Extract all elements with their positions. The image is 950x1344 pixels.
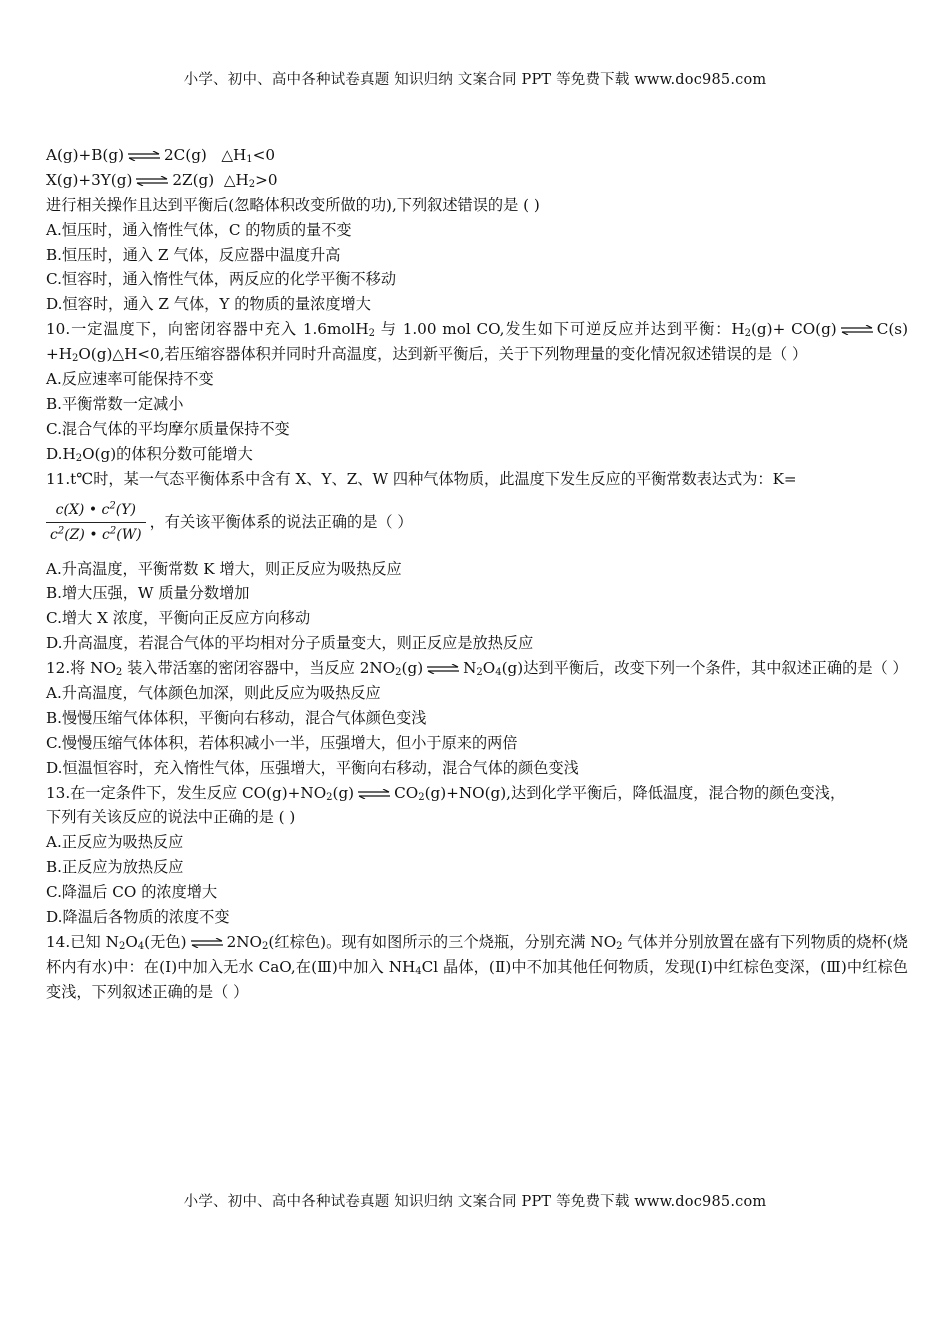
q14-sub-5: 2 [616, 940, 623, 952]
q12-sub-5: 4 [495, 667, 502, 679]
q11-option-b: B.增大压强，W 质量分数增加 [46, 584, 250, 603]
q13-option-b: B.正反应为放热反应 [46, 858, 184, 877]
q10-d-text-2: O(g)的体积分数可能增大 [82, 444, 253, 463]
q9-stem: 进行相关操作且达到平衡后(忽略体积改变所做的功),下列叙述错误的是 ( ) [46, 195, 540, 214]
rxn2-dh: △H [223, 170, 249, 189]
q12-text-6: (g)达到平衡后，改变下列一个条件，其中叙述正确的是（ ） [501, 659, 908, 678]
q10-text-5: +H [46, 345, 72, 364]
q14-sub-6: 4 [415, 965, 422, 977]
q14-sub-4: 2 [261, 940, 269, 952]
q12-option-c: C.慢慢压缩气体体积，若体积减小一半，压强增大，但小于原来的两倍 [46, 733, 518, 752]
rxn1-dh: △H [221, 146, 247, 164]
q14-text-2: O [125, 932, 138, 951]
q10-d-text-1: D.H [46, 444, 76, 463]
q9-option-b: B.恒压时，通入 Z 气体，反应器中温度升高 [46, 245, 341, 264]
q10-text-1: 10.一定温度下，向密闭容器中充入 1.6molH [46, 320, 369, 339]
q9-reaction-2 [46, 168, 908, 193]
q12-option-a: A.升高温度，气体颜色加深，则此反应为吸热反应 [46, 683, 381, 702]
q13-stem-line-1 [46, 781, 908, 806]
equilibrium-arrow-icon [840, 325, 874, 335]
q11-formula-line [46, 494, 908, 552]
q13-option-d: D.降温后各物质的浓度不变 [46, 907, 230, 926]
equilibrium-arrow-icon [426, 664, 460, 674]
q13-text-4: (g)+NO(g),达到化学平衡后，降低温度，混合物的颜色变浅， [424, 783, 846, 802]
q12-sub-4: 2 [476, 667, 483, 679]
num-b: c [101, 502, 110, 518]
q10-option-a: A.反应速率可能保持不变 [46, 370, 214, 389]
q12-sub-2: 2 [395, 667, 402, 679]
num-a: c(X) [55, 502, 85, 518]
rxn2-dh-val: >0 [255, 170, 278, 189]
q10-sub-2: 2 [744, 328, 751, 340]
page-footer: 小学、初中、高中各种试卷真题 知识归纳 文案合同 PPT 等免费下载 www.doc985.com [183, 1194, 767, 1210]
q12-stem [46, 656, 908, 681]
q9-reaction-1 [46, 143, 908, 168]
q14-stem [46, 930, 908, 1005]
q11-option-d: D.升高温度，若混合气体的平均相对分子质量变大，则正反应是放热反应 [46, 634, 534, 653]
q13-stem-line-2: 下列有关该反应的说法中正确的是 ( ) [46, 808, 296, 827]
equilibrium-arrow-icon [357, 789, 391, 799]
q10-stem [46, 317, 908, 367]
q9-option-c: C.恒容时，通入惰性气体，两反应的化学平衡不移动 [46, 270, 397, 289]
q10-option-b: B.平衡常数一定减小 [46, 394, 184, 413]
fraction-denominator [46, 522, 146, 544]
q11-stem: 11.t℃时，某一气态平衡体系中含有 X、Y、Z、W 四种气体物质，此温度下发生反应的平衡常数表达式为：K= [46, 469, 797, 488]
q11-option-a: A.升高温度，平衡常数 K 增大，则正反应为吸热反应 [46, 559, 402, 578]
q14-sub-2: 4 [137, 940, 145, 952]
q11-after-text: ，有关该平衡体系的说法正确的是（ ） [149, 513, 413, 532]
q14-sub-1: 2 [118, 940, 126, 952]
q12-text-5: O [482, 659, 496, 678]
q11-option-c: C.增大 X 浓度，平衡向正反应方向移动 [46, 609, 311, 628]
num-b-sup: 2 [109, 500, 116, 512]
rxn1-dh-sub: 1 [246, 154, 253, 165]
q12-sub-1: 2 [115, 667, 123, 679]
q13-option-c: C.降温后 CO 的浓度增大 [46, 883, 218, 902]
den-a: c [50, 527, 58, 543]
q10-text-4: C(s) [876, 320, 908, 339]
den-c: c [102, 527, 110, 543]
document-body [46, 143, 908, 1005]
equilibrium-arrow-icon [127, 151, 161, 161]
rxn2-left: X(g)+3Y(g) [46, 170, 133, 189]
rxn1-right: 2C(g) [164, 146, 207, 164]
page-header: 小学、初中、高中各种试卷真题 知识归纳 文案合同 PPT 等免费下载 www.doc985.com [183, 72, 767, 88]
q12-text-2: 装入带活塞的密闭容器中，当反应 2NO [122, 659, 396, 678]
den-a-sup: 2 [57, 525, 65, 537]
q10-text-2: 与 1.00 mol CO,发生如下可逆反应并达到平衡：H [375, 320, 745, 339]
q10-sub-5: 2 [71, 353, 79, 365]
q10-option-d [46, 442, 908, 467]
q9-option-d: D.恒容时，通入 Z 气体，Y 的物质的量浓度增大 [46, 295, 371, 314]
q13-sub-3: 2 [418, 791, 425, 803]
q13-option-a: A.正反应为吸热反应 [46, 833, 184, 852]
q13-text-3: CO [394, 783, 419, 802]
num-dot: • [84, 502, 102, 518]
q14-text-6: 气体并分别放置在盛有下列物质的烧杯(烧杯内有水)中：在(Ⅰ)中加入无水 CaO,在(Ⅲ)中加入 NH [46, 932, 908, 976]
equilibrium-arrow-icon [135, 176, 169, 186]
q13-text-2: (g) [332, 783, 355, 802]
q13-sub-1: 2 [326, 791, 333, 803]
q12-text-4: N [463, 659, 477, 678]
q14-text-4: 2NO [226, 932, 262, 951]
equilibrium-constant-fraction [46, 501, 146, 544]
equilibrium-arrow-icon [190, 938, 224, 948]
fraction-numerator [52, 501, 140, 522]
q10-text-3: (g)+ CO(g) [751, 320, 837, 339]
rxn1-dh-val: <0 [252, 146, 276, 164]
q10-text-6: O(g)△H<0,若压缩容器体积并同时升高温度，达到新平衡后，关于下列物理量的变化情况叙述错误的是（ ） [78, 345, 808, 364]
q9-option-a: A.恒压时，通入惰性气体，C 的物质的量不变 [46, 220, 352, 239]
num-c: (Y) [115, 502, 136, 518]
den-dot: • [84, 527, 103, 543]
rxn2-dh-sub: 2 [248, 178, 256, 190]
rxn1-left: A(g)+B(g) [46, 146, 124, 164]
q14-text-1: 14.已知 N [46, 932, 119, 951]
q14-text-3: (无色) [144, 932, 187, 951]
q14-text-5: (红棕色)。现有如图所示的三个烧瓶，分别充满 NO [268, 932, 617, 951]
q10-option-c: C.混合气体的平均摩尔质量保持不变 [46, 419, 290, 438]
q13-text-1: 13.在一定条件下，发生反应 CO(g)+NO [46, 783, 327, 802]
q12-text-1: 12.将 NO [46, 659, 116, 678]
q12-option-b: B.慢慢压缩气体体积，平衡向右移动，混合气体颜色变浅 [46, 708, 427, 727]
den-b: (Z) [64, 527, 85, 543]
q12-option-d: D.恒温恒容时，充入惰性气体，压强增大，平衡向右移动，混合气体的颜色变浅 [46, 758, 579, 777]
den-d: (W) [116, 527, 142, 543]
rxn2-right: 2Z(g) [172, 170, 215, 189]
q10-d-sub: 2 [75, 452, 83, 464]
q12-text-3: (g) [401, 659, 424, 678]
q14-text-7: Cl 晶体，(Ⅱ)中不加其他任何物质，发现(Ⅰ)中红棕色变深，(Ⅲ)中红棕色变浅，下列叙述正确的是（ ） [46, 957, 908, 1001]
den-c-sup: 2 [109, 525, 117, 537]
q10-sub-1: 2 [368, 328, 375, 340]
